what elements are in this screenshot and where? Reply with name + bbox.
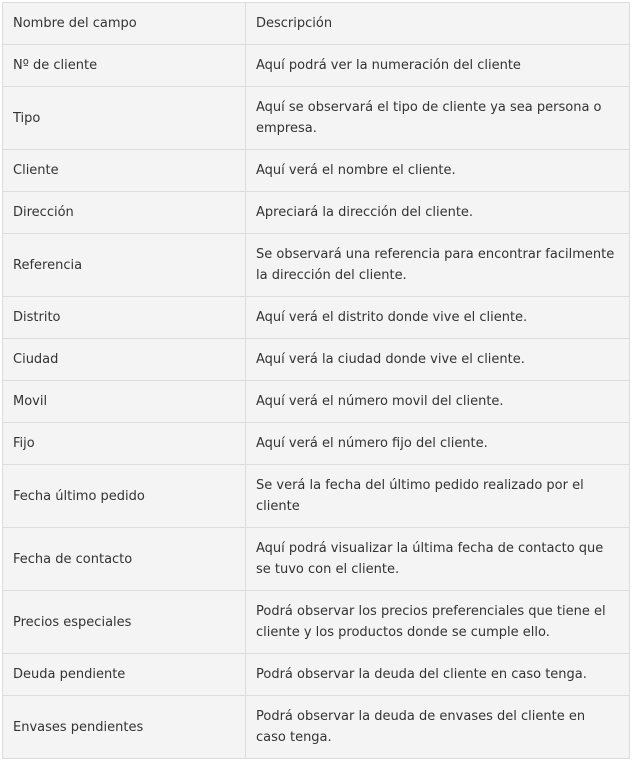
header-row [3, 3, 630, 45]
table-row [3, 297, 630, 339]
table-row [3, 150, 630, 192]
table-row [3, 528, 630, 591]
field-name-cell: Distrito [3, 297, 246, 339]
field-description-cell: Podrá observar la deuda del cliente en caso tenga. [246, 654, 630, 696]
table-row [3, 45, 630, 87]
field-name-cell: Fecha de contacto [3, 528, 246, 591]
table-row [3, 696, 630, 759]
table-header [3, 3, 630, 45]
field-description-cell: Aquí verá el número fijo del cliente. [246, 423, 630, 465]
header-description: Descripción [246, 3, 630, 45]
field-description-cell: Aquí verá el distrito donde vive el cliente. [246, 297, 630, 339]
field-description-cell: Aquí podrá ver la numeración del cliente [246, 45, 630, 87]
field-name-cell: Tipo [3, 87, 246, 150]
table-body [3, 45, 630, 759]
field-description-cell: Se observará una referencia para encontrar facilmente la dirección del cliente. [246, 234, 630, 297]
table-row [3, 381, 630, 423]
field-name-cell: Precios especiales [3, 591, 246, 654]
field-description-cell: Podrá observar los precios preferenciales que tiene el cliente y los productos donde se cumple ello. [246, 591, 630, 654]
table-row [3, 423, 630, 465]
field-name-cell: Envases pendientes [3, 696, 246, 759]
field-name-cell: Referencia [3, 234, 246, 297]
header-field-name: Nombre del campo [3, 3, 246, 45]
field-name-cell: Nº de cliente [3, 45, 246, 87]
table-row [3, 87, 630, 150]
field-description-cell: Aquí verá el nombre el cliente. [246, 150, 630, 192]
table-row [3, 654, 630, 696]
table-row [3, 465, 630, 528]
field-description-cell: Aquí podrá visualizar la última fecha de contacto que se tuvo con el cliente. [246, 528, 630, 591]
field-name-cell: Dirección [3, 192, 246, 234]
field-description-cell: Se verá la fecha del último pedido realizado por el cliente [246, 465, 630, 528]
field-name-cell: Ciudad [3, 339, 246, 381]
fields-table [2, 2, 630, 759]
table-row [3, 591, 630, 654]
table-row [3, 192, 630, 234]
field-name-cell: Movil [3, 381, 246, 423]
field-name-cell: Fijo [3, 423, 246, 465]
field-description-cell: Aquí se observará el tipo de cliente ya sea persona o empresa. [246, 87, 630, 150]
field-name-cell: Fecha último pedido [3, 465, 246, 528]
field-description-cell: Aquí verá el número movil del cliente. [246, 381, 630, 423]
field-name-cell: Deuda pendiente [3, 654, 246, 696]
table-row [3, 234, 630, 297]
field-description-cell: Podrá observar la deuda de envases del cliente en caso tenga. [246, 696, 630, 759]
field-description-cell: Apreciará la dirección del cliente. [246, 192, 630, 234]
table-row [3, 339, 630, 381]
field-description-cell: Aquí verá la ciudad donde vive el cliente. [246, 339, 630, 381]
field-name-cell: Cliente [3, 150, 246, 192]
